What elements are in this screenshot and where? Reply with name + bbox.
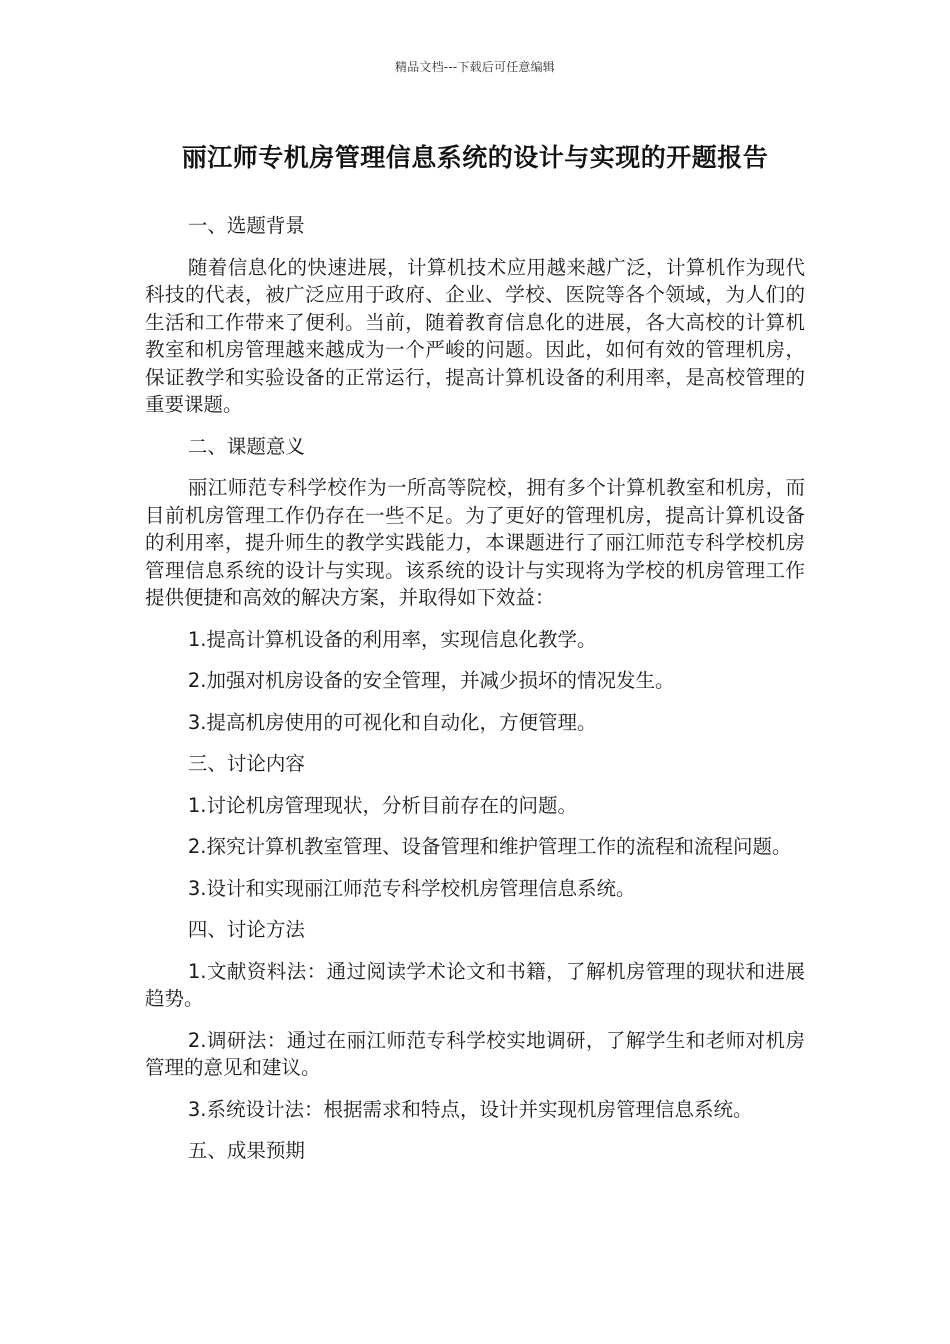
list-item-content-2: 2.探究计算机教室管理、设备管理和维护管理工作的流程和流程问题。 (187, 835, 792, 858)
list-item-method-3: 3.系统设计法：根据需求和特点，设计并实现机房管理信息系统。 (187, 1097, 753, 1121)
list-item-content-1: 1.讨论机房管理现状，分析目前存在的问题。 (187, 793, 577, 817)
document-title: 丽江师专机房管理信息系统的设计与实现的开题报告 (181, 143, 769, 172)
section-heading-method: 四、讨论方法 (187, 918, 305, 941)
list-item-benefit-2: 2.加强对机房设备的安全管理，并减少损坏的情况发生。 (187, 669, 675, 692)
list-item-benefit-3: 3.提高机房使用的可视化和自动化，方便管理。 (187, 710, 597, 734)
list-item-content-3: 3.设计和实现丽江师范专科学校机房管理信息系统。 (187, 876, 636, 900)
section-heading-significance: 二、课题意义 (187, 434, 305, 458)
list-item-method-1: 1.文献资料法：通过阅读学术论文和书籍，了解机房管理的现状和进展趋势。 (145, 959, 805, 1010)
section-heading-content: 三、讨论内容 (187, 752, 305, 775)
list-item-benefit-1: 1.提高计算机设备的利用率，实现信息化教学。 (187, 627, 597, 651)
page-header: 精品文档---下载后可任意编辑 (395, 60, 555, 74)
document-body (145, 212, 805, 1179)
section-heading-background: 一、选题背景 (187, 214, 305, 237)
paragraph-background: 随着信息化的快速进展，计算机技术应用越来越广泛，计算机作为现代科技的代表，被广泛应用于政府、企业、学校、医院等各个领域，为人们的生活和工作带来了便利。当前，随着教育信息化的进展，各大高校的计算机教室和机房管理越来越成为一个严峻的问题。因此，如何有效的管理机房，保证教学和实验设备的正常运行，提高计算机设备的利用率，是高校管理的重要课题。 (145, 255, 805, 416)
section-heading-expected-results: 五、成果预期 (187, 1139, 305, 1162)
list-item-method-2: 2.调研法：通过在丽江师范专科学校实地调研，了解学生和老师对机房管理的意见和建议。 (145, 1028, 805, 1079)
paragraph-significance: 丽江师范专科学校作为一所高等院校，拥有多个计算机教室和机房，而目前机房管理工作仍存在一些不足。为了更好的管理机房，提高计算机设备的利用率，提升师生的教学实践能力，本课题进行了丽江师范专科学校机房管理信息系统的设计与实现。该系统的设计与实现将为学校的机房管理工作提供便捷和高效的解决方案，并取得如下效益： (145, 476, 805, 609)
